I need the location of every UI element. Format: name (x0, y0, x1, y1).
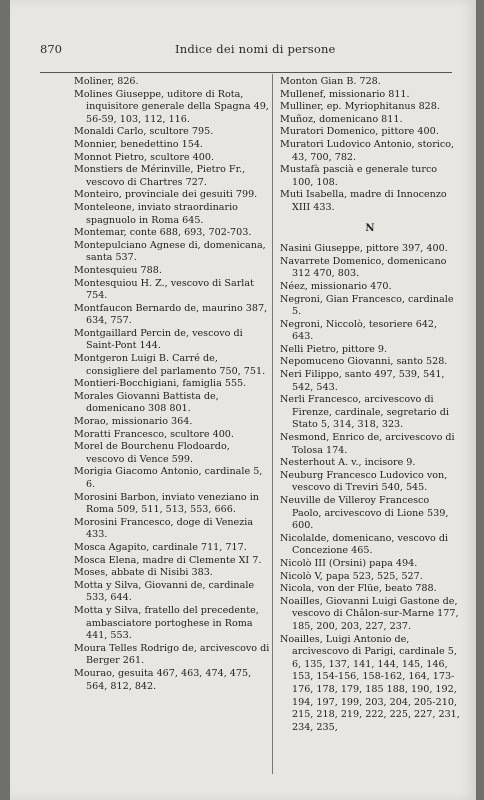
running-title: Indice dei nomi di persone (175, 42, 336, 56)
index-entry: Mourao, gesuita 467, 463, 474, 475, 564, 812, 842. (74, 667, 252, 692)
column-divider (272, 74, 273, 774)
index-entry: Monteiro, provinciale dei gesuiti 799. (74, 189, 258, 201)
index-entry: Montfaucon Bernardo de, maurino 387, 634, 757. (74, 302, 268, 327)
index-entry: Nesmond, Enrico de, arcivescovo di Tolosa 174. (280, 432, 455, 456)
index-entry: Morigia Giacomo Antonio, cardinale 5, 6. (74, 466, 263, 490)
index-entry: Neuburg Francesco Ludovico von, vescovo di Treviri 540, 545. (280, 469, 448, 494)
index-entry: Nicola, von der Flüe, beato 788. (280, 583, 437, 595)
index-entry: Morales Giovanni Battista de, domenicano 308 801. (74, 390, 219, 415)
index-entry: Muñoz, domenicano 811. (280, 113, 403, 125)
index-entry: Mosca Elena, madre di Clemente XI 7. (74, 554, 262, 566)
index-entry: Monteleone, inviato straordinario spagnuolo in Roma 645. (74, 201, 238, 226)
index-entry: Nicolò V, papa 523, 525, 527. (280, 570, 423, 582)
index-entry: Navarrete Domenico, domenicano 312 470, 803. (280, 255, 447, 280)
section-letter: N (365, 222, 375, 234)
index-entry: Montesquieu 788. (74, 264, 162, 276)
index-entry: Neuville de Villeroy Francesco Paolo, arcivescovo di Lione 539, 600. (280, 495, 449, 532)
index-entry: Mustafà pascià e generale turco 100, 108. (280, 164, 438, 188)
index-entry: Neri Filippo, santo 497, 539, 541, 542, 543. (280, 369, 445, 393)
index-entry: Monnot Pietro, scultore 400. (74, 151, 215, 163)
header-rule (40, 72, 452, 73)
index-entry: Nerli Francesco, arcivescovo di Firenze, cardinale, segretario di Stato 5, 314, 318, 323. (280, 394, 449, 431)
page-number: 870 (40, 42, 62, 56)
index-entry: Noailles, Giovanni Luigi Gastone de, vescovo di Châlon-sur-Marne 177, 185, 200, 203, 227, 237. (280, 595, 459, 632)
index-entry: Muratori Ludovico Antonio, storico, 43, 700, 782. (280, 138, 455, 163)
index-entry: Monnier, benedettino 154. (74, 138, 203, 150)
book-page (10, 0, 476, 800)
index-entry: Muti Isabella, madre di Innocenzo XIII 433. (280, 189, 447, 213)
index-entry: Moses, abbate di Nisibi 383. (74, 567, 213, 579)
index-entry: Nelli Pietro, pittore 9. (280, 343, 388, 355)
index-entry: Negroni, Niccolò, tesoriere 642, 643. (280, 318, 438, 343)
index-entry: Motta y Silva, Giovanni de, cardinale 533, 644. (74, 579, 255, 604)
index-entry: Montgeron Luigi B. Carré de, consigliere del parlamento 750, 751. (74, 353, 266, 377)
index-entry: Molines Giuseppe, uditore di Rota, inquisitore generale della Spagna 49, 56-59, 103, 112, 116. (74, 88, 269, 125)
index-entry: Monstiers de Mérinville, Pietro Fr., vescovo di Chartres 727. (74, 164, 246, 188)
index-entry: Moratti Francesco, scultore 400. (74, 428, 234, 440)
index-entry: Morosini Barbon, inviato veneziano in Roma 509, 511, 513, 553, 666. (74, 491, 259, 516)
page-header (40, 42, 446, 62)
index-entry: Montesquiou H. Z., vescovo di Sarlat 754. (74, 277, 254, 302)
index-entry: Moura Telles Rodrigo de, arcivescovo di Berger 261. (74, 642, 270, 667)
index-entry: Montgaillard Percin de, vescovo di Saint-Pont 144. (74, 327, 243, 352)
index-entry: Nesterhout A. v., incisore 9. (280, 457, 416, 469)
index-entry: Noailles, Luigi Antonio de, arcivescovo di Parigi, cardinale 5, 6, 135, 137, 141, 144, 145, 146, 153, 154-156, 158-162, 164, 173-176, 178, 179, 185 188, 190, 192, 194, 197, 199, 203, 204, 205-210, 215, 218, 219, 222, 225, 227, 231, 234, 235, (280, 633, 460, 733)
index-entry: Monaldi Carlo, scultore 795. (74, 126, 214, 138)
index-column-left (74, 76, 270, 693)
index-entry: Monton Gian B. 728. (280, 76, 381, 87)
index-entry: Mosca Agapito, cardinale 711, 717. (74, 541, 247, 553)
index-entry: Morao, missionario 364. (74, 416, 193, 428)
index-entry: Nicolalde, domenicano, vescovo di Concezione 465. (280, 532, 449, 557)
index-entry: Nicolò III (Orsini) papa 494. (280, 557, 418, 569)
index-entry: Negroni, Gian Francesco, cardinale 5. (280, 293, 454, 318)
index-entry: Montieri-Bocchigiani, famiglia 555. (74, 378, 247, 390)
index-entry: Montepulciano Agnese di, domenicana, santa 537. (74, 239, 266, 264)
index-entry: Motta y Silva, fratello del precedente, ambasciatore portoghese in Roma 441, 553. (74, 604, 259, 642)
index-entry: Nasini Giuseppe, pittore 397, 400. (280, 243, 448, 255)
index-entry: Mullenef, missionario 811. (280, 88, 410, 100)
index-entry: Montemar, conte 688, 693, 702-703. (74, 227, 252, 239)
index-entry: Morosini Francesco, doge di Venezia 433. (74, 516, 254, 541)
index-entry: Nepomuceno Giovanni, santo 528. (280, 356, 448, 368)
index-entry: Muratori Domenico, pittore 400. (280, 126, 439, 138)
index-entry: Morel de Bourchenu Flodoardo, vescovo di Vence 599. (74, 441, 230, 465)
index-entry: Mulliner, ep. Myriophitanus 828. (280, 101, 440, 113)
index-entry: Néez, missionario 470. (280, 280, 392, 292)
index-entry: Moliner, 826. (74, 76, 139, 87)
index-column-right (280, 76, 460, 734)
